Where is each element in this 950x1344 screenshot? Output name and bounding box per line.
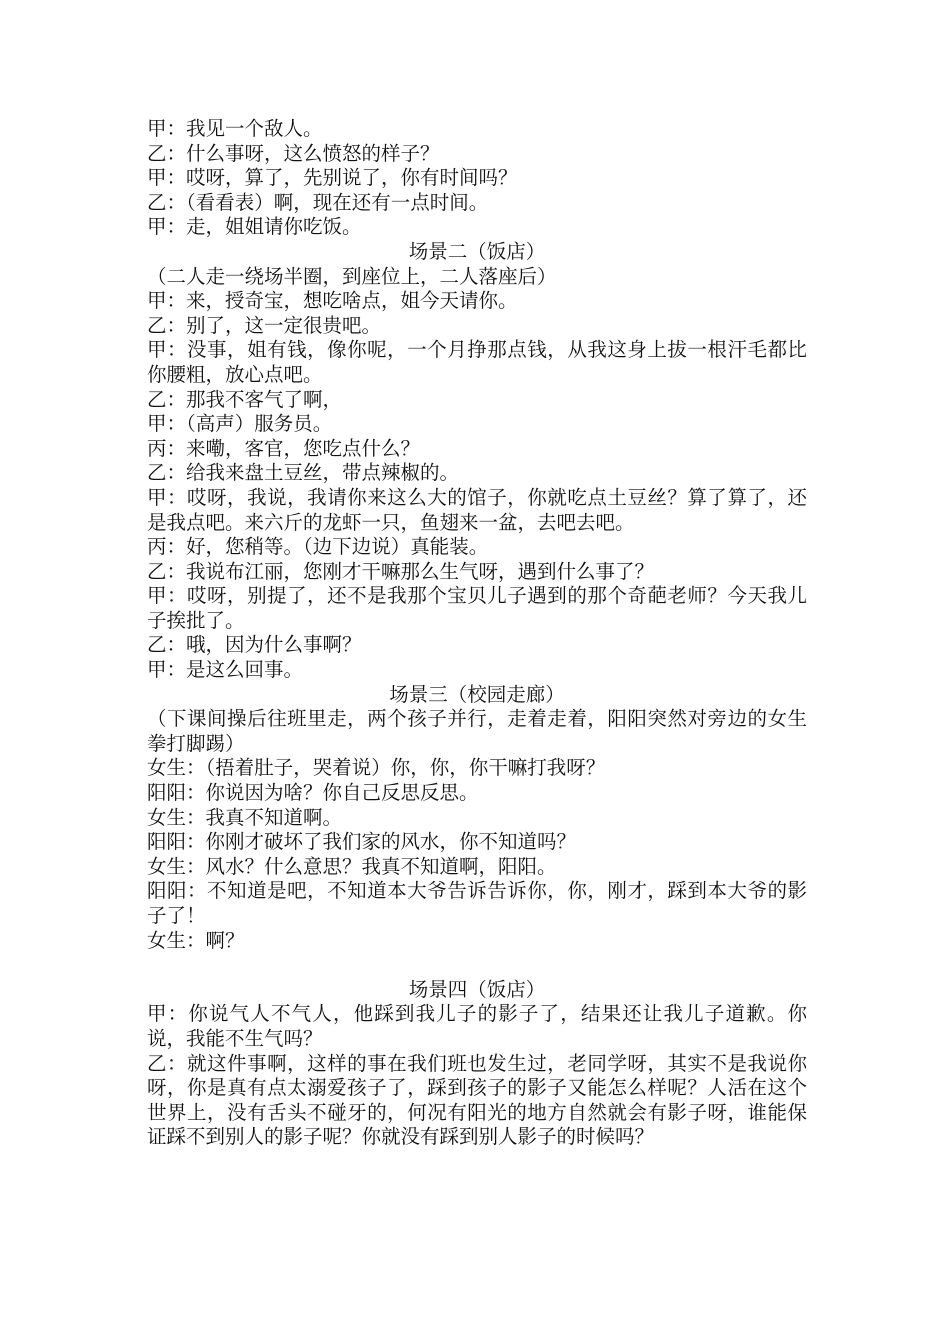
blank-line — [147, 953, 807, 978]
dialogue-line: 女生：风水？什么意思？我真不知道啊，阳阳。 — [147, 854, 557, 878]
dialogue-line: 乙：就这件事啊，这样的事在我们班也发生过，老同学呀，其实不是我说你呀，你是真有点太溺爱孩子了，踩到孩子的影子又能怎么样呢？人活在这个世界上，没有舌头不碰牙的，何况有阳光的地方自然就会有影子呀，谁能保证踩不到别人的影子呢？你就没有踩到别人影子的时候吗？ — [147, 1051, 807, 1149]
dialogue-line: 乙：我说布江丽，您刚才干嘛那么生气呀，遇到什么事了？ — [147, 559, 655, 583]
dialogue-line: 甲：是这么回事。 — [147, 658, 304, 682]
dialogue-line: 乙：什么事呀，这么愤怒的样子？ — [147, 141, 440, 165]
dialogue-line: 乙：（看看表）啊，现在还有一点时间。 — [147, 190, 489, 214]
dialogue-line: 甲：你说气人不气人，他踩到我儿子的影子了，结果还让我儿子道歉。你说，我能不生气吗？ — [147, 1002, 807, 1050]
script-page — [147, 117, 807, 1150]
dialogue-line: 丙：来嘞，客官，您吃点什么？ — [147, 436, 421, 460]
dialogue-line: 丙：好，您稍等。（边下边说）真能装。 — [147, 535, 489, 559]
scene-heading: 场景四（饭店） — [408, 977, 546, 1001]
dialogue-line: 甲：没事，姐有钱，像你呢，一个月挣那点钱，从我这身上拔一根汗毛都比你腰粗，放心点吧。 — [147, 338, 807, 386]
dialogue-line: 阳阳：你刚才破坏了我们家的风水，你不知道吗？ — [147, 830, 577, 854]
dialogue-line: 甲：哎呀，我说，我请你来这么大的馆子，你就吃点土豆丝？算了算了，还是我点吧。来六斤的龙虾一只，鱼翅来一盆，去吧去吧。 — [147, 485, 807, 534]
stage-direction: （二人走一绕场半圈，到座位上，二人落座后） — [147, 264, 557, 288]
dialogue-line: 乙：那我不客气了啊， — [147, 387, 343, 411]
dialogue-line: 乙：别了，这一定很贵吧。 — [147, 313, 382, 337]
dialogue-line: 甲：哎呀，算了，先别说了，你有时间吗？ — [147, 166, 518, 190]
scene-heading: 场景三（校园走廊） — [389, 682, 565, 706]
dialogue-line: 阳阳：不知道是吧，不知道本大爷告诉告诉你，你，刚才，踩到本大爷的影子了！ — [147, 879, 807, 927]
dialogue-line: 女生：我真不知道啊。 — [147, 805, 343, 829]
dialogue-line: 甲：来，授奇宝，想吃啥点，姐今天请你。 — [147, 289, 518, 313]
dialogue-line: 甲：哎呀，别提了，还不是我那个宝贝儿子遇到的那个奇葩老师？今天我儿子挨批了。 — [147, 584, 807, 632]
dialogue-line: 女生：啊？ — [147, 928, 245, 952]
dialogue-line: 甲：走，姐姐请你吃饭。 — [147, 215, 362, 239]
stage-direction: （下课间操后往班里走，两个孩子并行，走着走着，阳阳突然对旁边的女生拳打脚踢） — [147, 707, 807, 755]
scene-heading: 场景二（饭店） — [408, 239, 546, 263]
dialogue-line: 甲：（高声）服务员。 — [147, 412, 333, 436]
dialogue-line: 乙：给我来盘土豆丝，带点辣椒的。 — [147, 461, 460, 485]
dialogue-line: 甲：我见一个敌人。 — [147, 117, 323, 140]
dialogue-line: 女生：（捂着肚子，哭着说）你，你，你干嘛打我呀？ — [147, 756, 606, 780]
dialogue-line: 阳阳：你说因为啥？你自己反思反思。 — [147, 781, 479, 805]
dialogue-line: 乙：哦，因为什么事啊？ — [147, 633, 362, 657]
